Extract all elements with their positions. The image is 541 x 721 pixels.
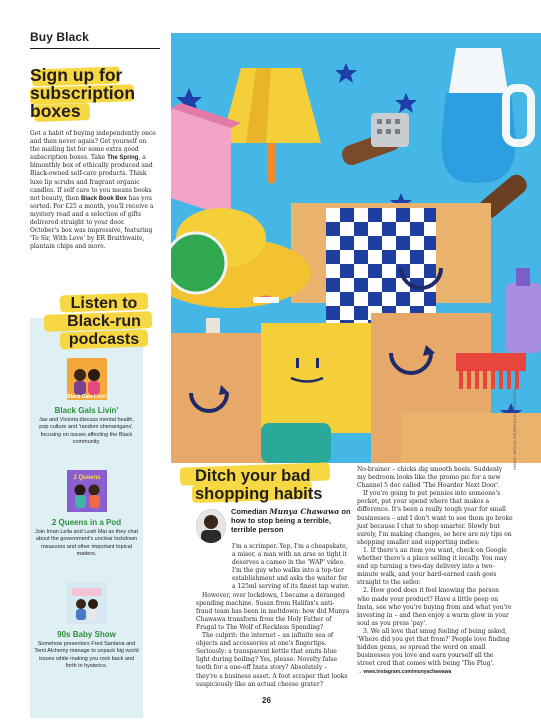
article-paragraph: However, over lockdown, I became a deranged spending machine. Susan from Halifax's anti-fraud team has been in meltdown: how did Munya Chawawa transform from the Holy Father of Frugal to The Wolf of Reckless Spending? [196, 591, 350, 631]
author-avatar [196, 509, 226, 543]
podcast-desc: Somehow presenters Fred Santana and Temi Alchemy manage to unpack big world issues while making you rock back and forth in hysterics. [34, 641, 139, 669]
signup-body [30, 130, 156, 251]
article-byline [231, 507, 351, 534]
signup-text: Got a habit of buying independently once and then never again? Get yourself on the mailing list for some extra good subscription boxes. Take [30, 130, 156, 162]
podcast-title-line: Listen to [70, 295, 138, 312]
article-paragraph: 2. How good does it feel knowing the person who made your product? Have a little peep on Insta, see who you're buying from and what you're investing in – and then enjoy a warm glow in your soul as you press 'pay'. [357, 587, 512, 627]
section-rule [30, 48, 160, 49]
podcast-title-line: podcasts [68, 331, 140, 348]
podcast-cover [67, 470, 107, 512]
podcast-name: 2 Queens in a Pod [51, 518, 122, 527]
byline-name: Munya Chawawa [269, 507, 340, 516]
podcast-title [54, 295, 154, 349]
article-paragraph: I'm a scrimper. Yep, I'm a cheapskate, a miser, a man with an arse so tight it deserves a cameo in the 'WAP' video. I'm the guy who walks into a top-tier establishment and asks the waiter for a 125ml serving of its finest tap water. [232, 543, 350, 591]
podcast-desc: Join Iman Leila and Leah Mai as they chat about the government's unclear lockdown measures and other important topical matters. [34, 529, 139, 557]
podcast-cover [67, 582, 107, 624]
article-paragraph: If you're going to put pennies into someone's pocket, put your spend where that makes a difference. It's been a really tough year for small businesses – and I don't want to see them go broke just because I chat to shop smarter. Slowly but surely, I'm making changes, so here are my tips on shopping smaller and supporting indies: [357, 490, 513, 546]
podcast-name: 90s Baby Show [57, 630, 116, 639]
signup-title-line: Sign up for [30, 65, 123, 85]
podcast-item [34, 470, 139, 558]
svg-text:2 Queens: 2 Queens [72, 475, 101, 481]
signup-text: , a bimonthly box of ethically produced and Black-owned self-care products. Think luxe lip scrubs and fragrant organic candles. If self care to you means books not beauty, then [30, 154, 153, 202]
podcast-title-line: Black-run [67, 313, 141, 330]
article-paragraph: 1. If there's an item you want, check on Google whether there's a place selling it locally. You may end up turning a two-day delivery into a two-minute walk, and your hard-earned cash goes straight to the seller. [357, 546, 508, 587]
article-paragraph: No-brainer – chicks dig smooth heels. Suddenly my bedroom looks like the promo pic for a new Channel 5 doc called 'The Hoarder Next Door'. [357, 466, 503, 490]
signup-brand-spring: The Spring [107, 155, 139, 162]
podcast-name: Black Gals Livin' [54, 406, 119, 415]
article-title-line: shopping habits [195, 485, 323, 503]
section-tag: Buy Black [30, 30, 89, 44]
article-paragraph: 3. We all love that smug feeling of being asked, 'Where did you get that from?' People love finding hidden gems, so spread the word on small businesses you love and earn yourself all the street cred that comes with being 'The Plug'. [357, 627, 510, 668]
svg-text:Black Gals Livin': Black Gals Livin' [66, 394, 107, 400]
signup-title-line: subscription [30, 83, 136, 103]
signup-brand-bookbox: Black Book Box [81, 195, 127, 202]
byline-suffix: on how to stop being a terrible, terrible person [231, 507, 351, 534]
article-title [195, 467, 345, 503]
page-number: 26 [262, 696, 271, 705]
image-credit: IMAGE: MOLLIE WEARS AN ILLUSTRATION [512, 388, 517, 470]
article-paragraph: The culprit: the internet – an infinite sea of objects and accessories at one's fingertips. Seriously: a transparent kettle that emits blue light during boiling? Yes, please. Novelty false teeth for a one-off Insta story? Absolutely – they're a business asset. A foot scraper that looks suspiciously like an actual cheese grater? [196, 632, 348, 688]
instagram-link[interactable]: → www.instagram.com/munyachawawa [357, 669, 452, 676]
signup-title [30, 66, 155, 120]
podcast-cover [67, 358, 107, 400]
shopping-illustration [171, 33, 541, 463]
article-title-line: Ditch your bad [195, 467, 311, 485]
article-column-1 [196, 543, 350, 689]
byline-prefix: Comedian [231, 507, 270, 516]
podcast-desc: Jas and Victoria discuss mental health, pop culture and 'random shenanigans', focusing on issues affecting the Black community. [39, 417, 134, 445]
article-column-2 [357, 466, 513, 676]
podcast-item [34, 582, 139, 670]
signup-title-line: boxes [30, 101, 81, 121]
signup-text: has you sorted. For £25 a month, you'll receive a mystery read and a selection of gifts delivered straight to your door. October's box was impressive, featuring 'To Sir, With Love' by ER Braithwaite, plantain chips and more. [30, 194, 154, 251]
podcast-item [34, 358, 139, 446]
